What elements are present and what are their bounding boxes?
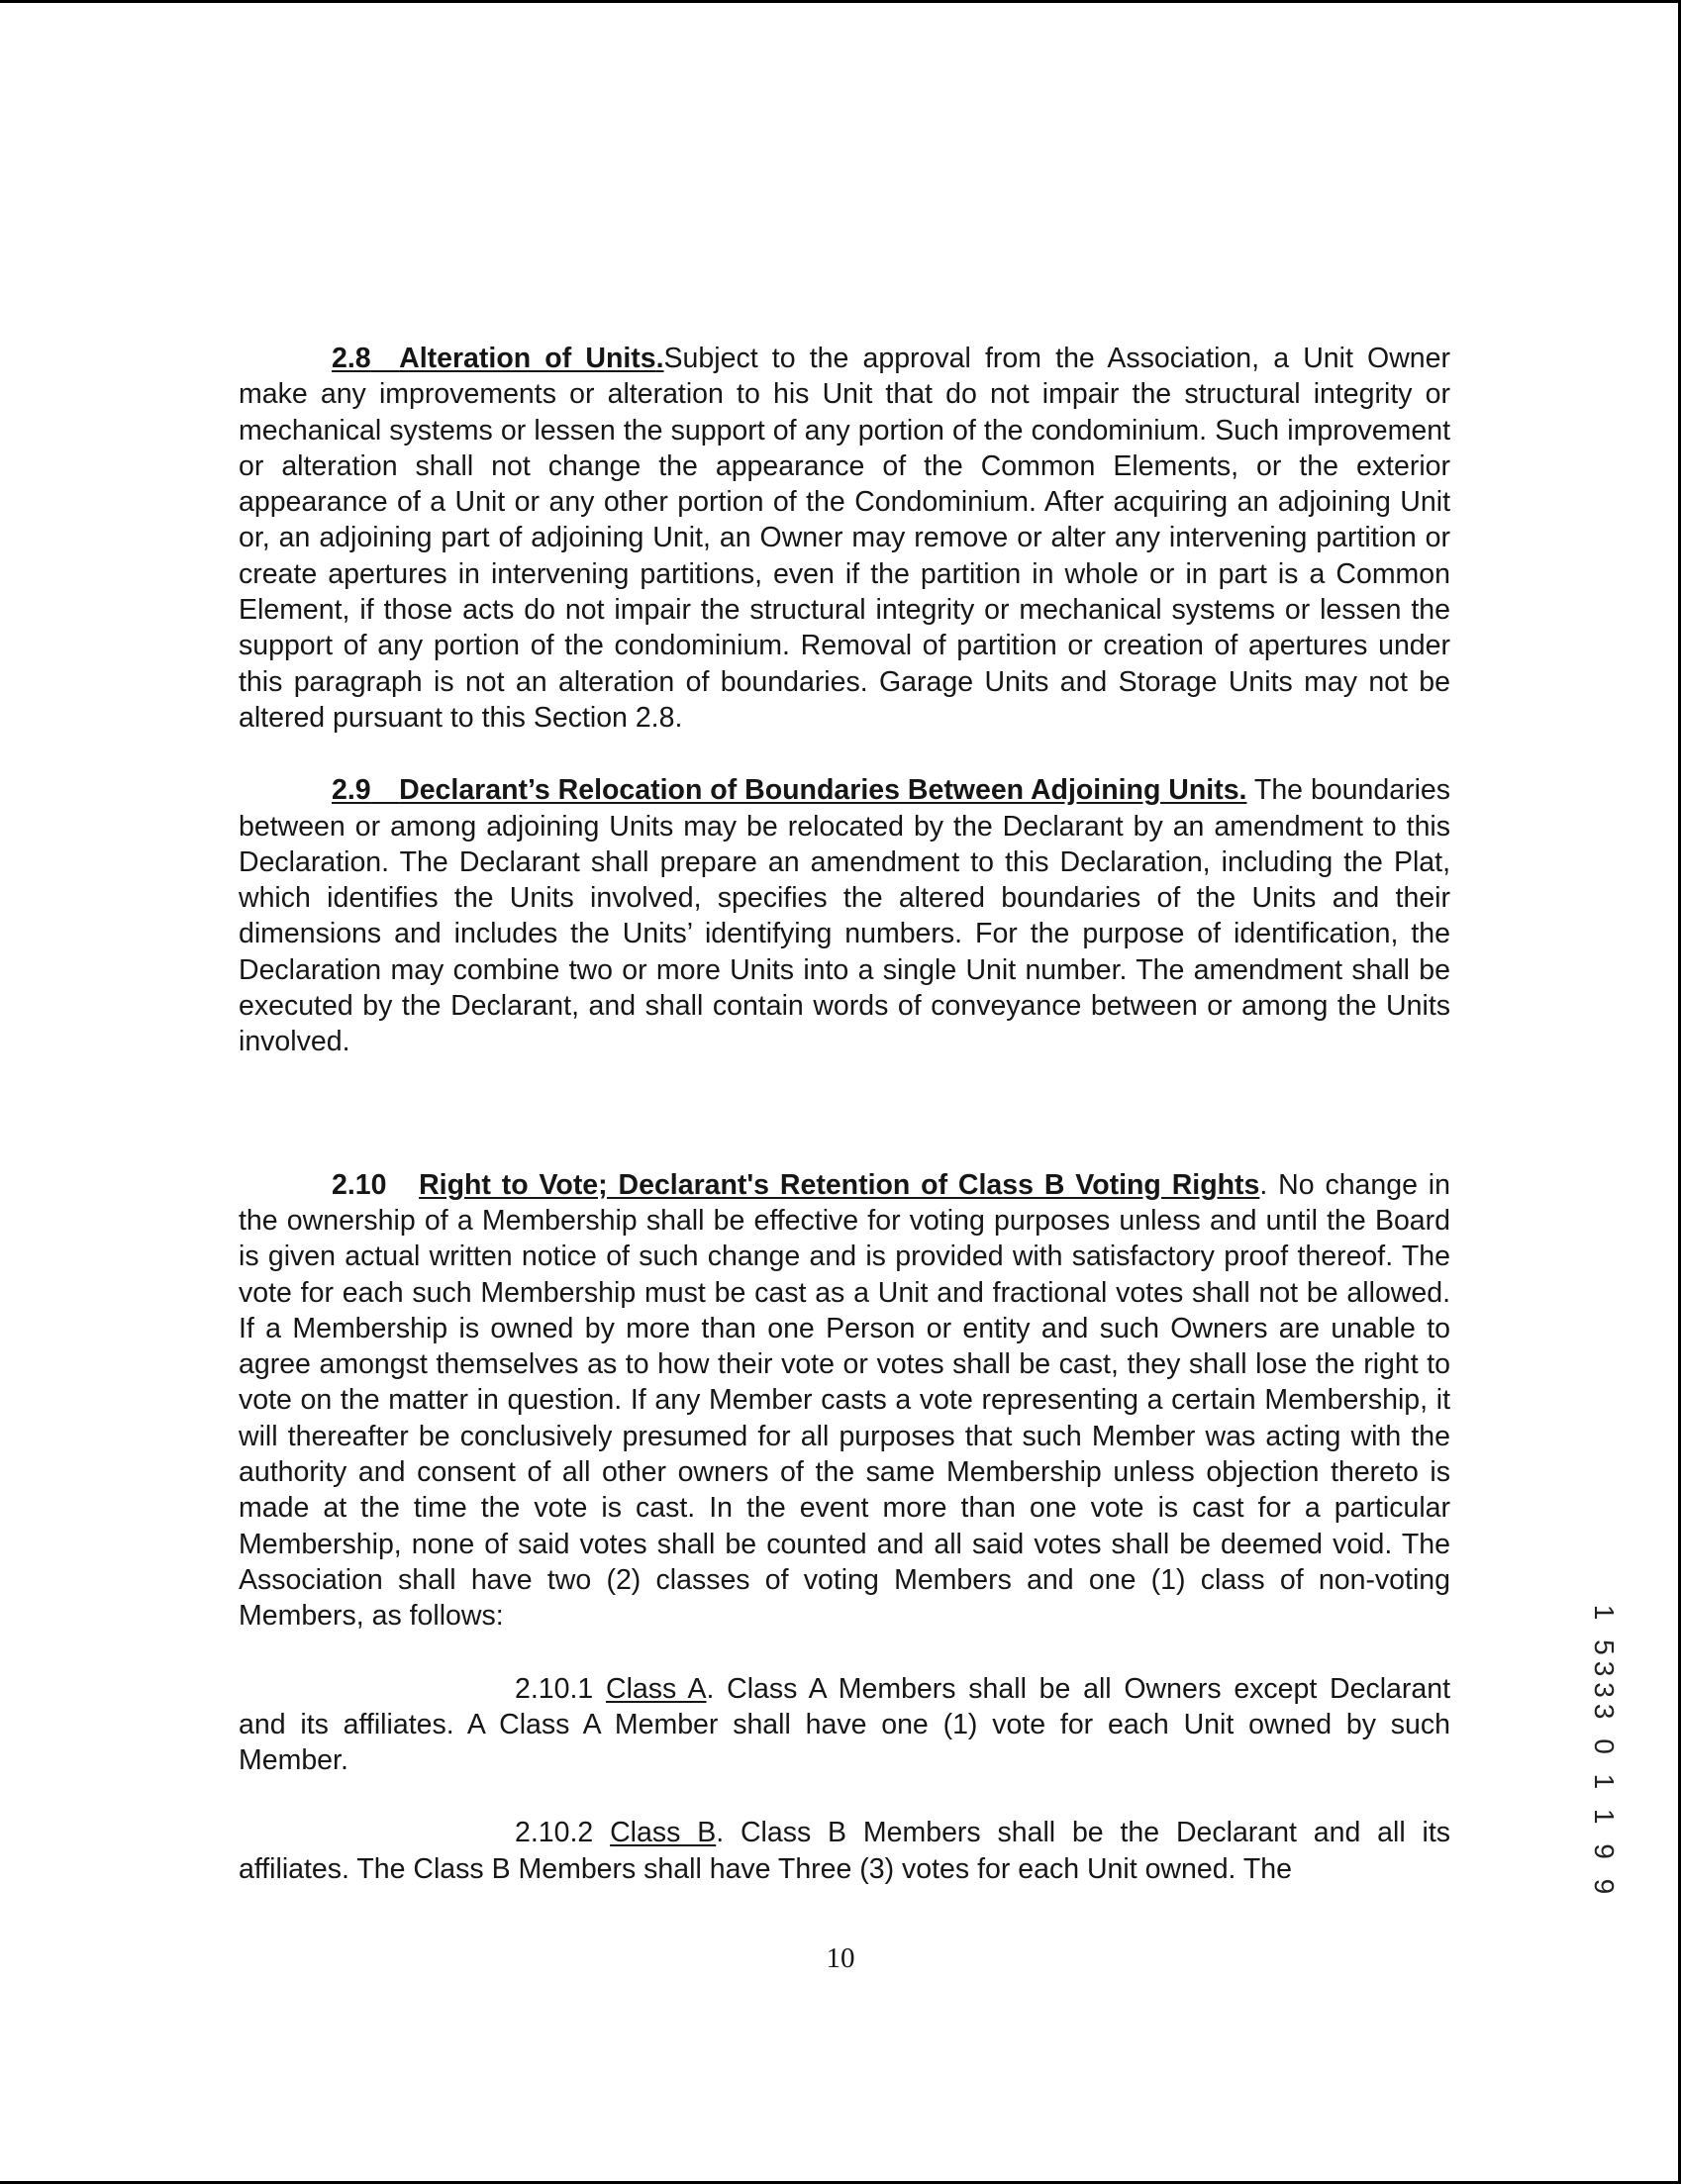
- section-2-10-1-text: . Class A Members shall be all Owners except Declarant and its affiliates. A Class A Member shall have one (1) vote for each Unit owned by such Member.: [239, 1672, 1451, 1777]
- page-number: 10: [826, 1942, 855, 1974]
- section-2-9: [239, 772, 1450, 1059]
- section-2-10-title: Right to Vote; Declarant's Retention of Class B Voting Rights: [419, 1168, 1260, 1201]
- section-2-8-number: 2.8: [332, 343, 371, 374]
- section-2-10-2-number: 2.10.2: [515, 1817, 594, 1849]
- section-2-9-text: The boundaries between or among adjoining Units may be relocated by the Declarant by an amendment to this Declaration. The Declarant shall prepare an amendment to this Declaration, including the Plat, which identifies the Units involved, specifies the altered boundaries of the Units and their dimensions and includes the Units’ identifying numbers. For the purpose of identification, the Declaration may combine two or more Units into a single Unit number. The amendment shall be executed by the Declarant, and shall contain words of conveyance between or among the Units involved.: [239, 774, 1450, 1058]
- side-stamp: 1 5333 0 1 1 9 9: [1589, 1604, 1620, 1901]
- section-2-10: [239, 1167, 1450, 1635]
- scan-top-border: [0, 0, 1681, 3]
- section-2-8-gap: [371, 343, 400, 374]
- section-2-8-title: Alteration of Units: [399, 343, 656, 374]
- section-2-10-number: 2.10: [332, 1168, 387, 1201]
- section-2-8-text: Subject to the approval from the Association, a Unit Owner make any improvements or alteration to his Unit that do not impair the structural integrity or mechanical systems or lessen the support of any portion of the condominium. Such improvement or alteration shall not change the appearance of the Common Elements, or the exterior appearance of a Unit or any other portion of the Condominium. After acquiring an adjoining Unit or, an adjoining part of adjoining Unit, an Owner may remove or alter any intervening partition or create apertures in intervening partitions, even if the partition in whole or in part is a Common Element, if those acts do not impair the structural integrity or mechanical systems or lessen the support of any portion of the condominium. Removal of partition or creation of apertures under this paragraph is not an alteration of boundaries. Garage Units and Storage Units may not be altered pursuant to this Section 2.8.: [239, 343, 1451, 734]
- section-2-10-2: [239, 1815, 1450, 1887]
- section-2-10-1-title: Class A: [606, 1672, 707, 1705]
- section-2-10-1-number: 2.10.1: [515, 1672, 594, 1705]
- section-2-8-title-end: .: [655, 343, 664, 374]
- section-2-10-2-title: Class B: [610, 1817, 717, 1849]
- section-2-10-2-text: . Class B Members shall be the Declarant and all its affiliates. The Class B Members shall have Three (3) votes for each Unit owned. The: [239, 1817, 1450, 1885]
- section-2-8: [239, 341, 1450, 736]
- section-2-8-heading: [332, 343, 664, 374]
- section-2-9-number: 2.9: [332, 774, 371, 807]
- section-2-9-heading: [332, 774, 1246, 806]
- section-2-9-gap: [371, 774, 400, 806]
- section-2-9-title: Declarant’s Relocation of Boundaries Between Adjoining Units.: [399, 774, 1247, 807]
- section-2-10-text: . No change in the ownership of a Membership shall be effective for voting purposes unless and until the Board is given actual written notice of such change and is provided with satisfactory proof thereof. The vote for each such Membership must be cast as a Unit and fractional votes shall not be allowed. If a Membership is owned by more than one Person or entity and such Owners are unable to agree amongst themselves as to how their vote or votes shall be cast, they shall lose the right to vote on the matter in question. If any Member casts a vote representing a certain Membership, it will thereafter be conclusively presumed for all purposes that such Member was acting with the authority and consent of all other owners of the same Membership unless objection thereto is made at the time the vote is cast. In the event more than one vote is cast for a particular Membership, none of said votes shall be counted and all said votes shall be deemed void. The Association shall have two (2) classes of voting Members and one (1) class of non-voting Members, as follows:: [239, 1168, 1450, 1633]
- section-2-10-1: [239, 1671, 1450, 1779]
- document-body: [239, 341, 1450, 1887]
